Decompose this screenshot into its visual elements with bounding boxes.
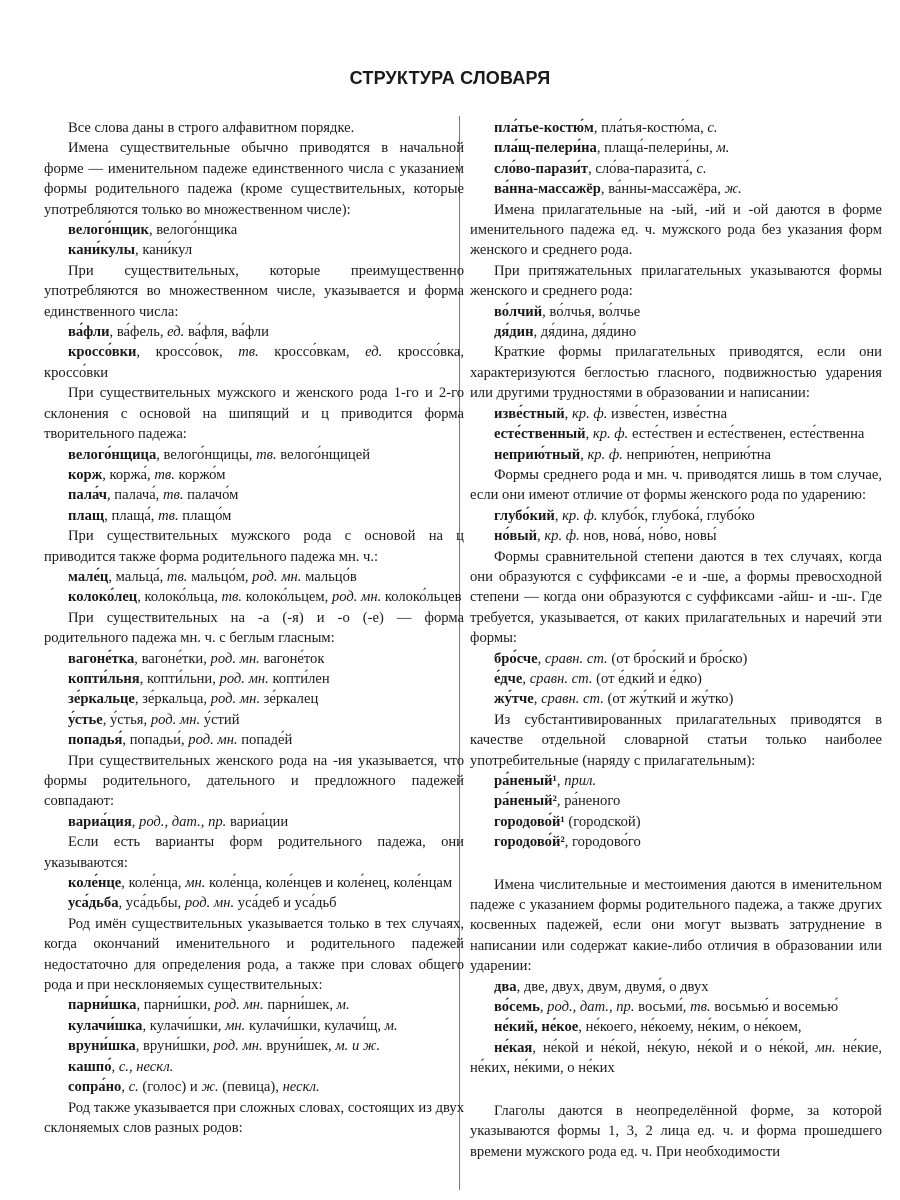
example-entry: сопра́но, с. (голос) и ж. (певица), нескл. bbox=[68, 1079, 320, 1096]
paragraph: При существительных на -а (-я) и -о (-е) — форма родительного падежа мн. ч. с беглым гласным: bbox=[44, 609, 464, 647]
example-entry: дя́дин, дя́дина, дя́дино bbox=[494, 324, 637, 341]
spacer bbox=[470, 853, 882, 875]
example-entry: неприю́тный, кр. ф. неприю́тен, неприю́тна bbox=[494, 446, 772, 463]
page-title: СТРУКТУРА СЛОВАРЯ bbox=[349, 68, 551, 88]
paragraph: При существительных, которые преимущественно употребляются во множественном числе, указывается и форма единственного числа: bbox=[44, 262, 464, 320]
example-entry: бро́сче, сравн. ст. (от бро́ский и бро́ско) bbox=[494, 650, 748, 667]
paragraph: Если есть варианты форм родительного падежа, они указываются: bbox=[44, 834, 464, 871]
example-entry: копти́льня, копти́льни, род. мн. копти́лен bbox=[68, 670, 330, 687]
example-entry: во́семь, род., дат., пр. восьми́, тв. восьмью́ и восемью́ bbox=[494, 999, 839, 1016]
example-entry: кани́кулы, кани́кул bbox=[68, 242, 193, 259]
paragraph: Все слова даны в строго алфавитном порядке. bbox=[68, 120, 355, 136]
example-entry: уса́дьба, уса́дьбы, род. мн. уса́деб и уса́дьб bbox=[68, 895, 337, 912]
right-column bbox=[470, 118, 882, 1162]
example-entry: кулачи́шка, кулачи́шки, мн. кулачи́шки, кулачи́щ, м. bbox=[68, 1017, 398, 1034]
example-entry: ра́неный², ра́неного bbox=[494, 793, 621, 810]
paragraph: Глаголы даются в неопределённой форме, за которой указываются формы 1, 3, 2 лица ед. ч. и форма прошедшего времени мужского рода ед. ч. При необходимости bbox=[470, 1102, 882, 1160]
example-entry: у́стье, у́стья, род. мн. у́стий bbox=[68, 711, 240, 728]
example-entry: велого́нщица, велого́нщицы, тв. велого́нщицей bbox=[68, 446, 371, 463]
example-entry: но́вый, кр. ф. нов, нова́, но́во, новы́ bbox=[494, 528, 717, 545]
paragraph: Имена числительные и местоимения даются в именительном падеже с указанием формы родительного падежа, а также других косвенных падежей, если они могут вызвать затруднение в написании или содержат какие-либо отличия в образовании или ударении: bbox=[470, 876, 882, 975]
example-entry: жу́тче, сравн. ст. (от жу́ткий и жу́тко) bbox=[494, 691, 734, 708]
example-entry: мале́ц, мальца́, тв. мальцо́м, род. мн. мальцо́в bbox=[68, 568, 357, 585]
example-entry: парни́шка, парни́шки, род. мн. парни́шек, м. bbox=[68, 997, 350, 1014]
paragraph: Род имён существительных указывается только в тех случаях, когда окончаний именительного и родительного падежей недостаточно для определения рода, а также при словах общего рода и при несклоняемых существительных: bbox=[44, 915, 464, 994]
paragraph: Род также указывается при сложных словах, состоящих из двух склоняемых слов разных родов: bbox=[44, 1099, 464, 1136]
example-entry: кашпо́, с., нескл. bbox=[68, 1058, 174, 1075]
example-entry: коле́нце, коле́нца, мн. коле́нца, коле́нцев и коле́нец, коле́нцам bbox=[68, 875, 453, 892]
paragraph: При существительных мужского и женского рода 1-го и 2-го склонения с основой на шипящий и ц приводится форма творительного падежа: bbox=[44, 385, 464, 443]
example-entry: не́кий, не́кое, не́коего, не́коему, не́ким, о не́коем, bbox=[494, 1019, 802, 1036]
example-entry: колоко́лец, колоко́льца, тв. колоко́льцем, род. мн. колоко́льцев bbox=[68, 589, 462, 606]
example-entry: кроссо́вки, кроссо́вок, тв. кроссо́вкам, ед. кроссо́вка, кроссо́вки bbox=[44, 344, 464, 381]
example-entry: сло́во-парази́т, сло́ва-паразита́, с. bbox=[494, 160, 707, 177]
example-entry: городово́й¹ (городской) bbox=[494, 813, 641, 830]
paragraph: Краткие формы прилагательных приводятся, если они характеризуются беглостью гласного, подвижностью ударения или другими трудностями в образовании и написании: bbox=[470, 344, 882, 402]
example-entry: городово́й², городово́го bbox=[494, 834, 641, 851]
spacer bbox=[470, 1079, 882, 1101]
example-entry: велого́нщик, велого́нщика bbox=[68, 222, 238, 239]
example-entry: не́кая, не́кой и не́кой, не́кую, не́кой и о не́кой, мн. не́кие, не́ких, не́кими, о не́ких bbox=[470, 1039, 882, 1077]
example-entry: ра́неный¹, прил. bbox=[494, 773, 597, 789]
example-entry: корж, коржа́, тв. коржо́м bbox=[68, 466, 226, 483]
paragraph: Формы среднего рода и мн. ч. приводятся лишь в том случае, если они имеют отличие от формы женского рода по ударению: bbox=[470, 466, 882, 504]
example-entry: вагоне́тка, вагоне́тки, род. мн. вагоне́ток bbox=[68, 650, 325, 667]
paragraph: При притяжательных прилагательных указываются формы женского и среднего рода: bbox=[470, 262, 882, 300]
example-entry: пала́ч, палача́, тв. палачо́м bbox=[68, 487, 239, 504]
example-entry: пла́тье-костю́м, пла́тья-костю́ма, с. bbox=[494, 120, 718, 136]
left-column bbox=[44, 118, 464, 1138]
example-entry: два, две, двух, двум, двумя́, о двух bbox=[494, 978, 709, 995]
example-entry: ва́фли, ва́фель, ед. ва́фля, ва́фли bbox=[68, 324, 269, 341]
example-entry: вруни́шка, вруни́шки, род. мн. вруни́шек, м. и ж. bbox=[68, 1038, 381, 1055]
example-entry: попадья́, попадьи́, род. мн. попаде́й bbox=[68, 732, 293, 749]
example-entry: глубо́кий, кр. ф. клубо́к, глубока́, глубо́ко bbox=[494, 507, 755, 524]
paragraph: Имена прилагательные на -ый, -ий и -ой даются в форме именительного падежа ед. ч. мужского рода без указания форм женского и среднего рода. bbox=[470, 201, 882, 259]
example-entry: есте́ственный, кр. ф. есте́ствен и есте́ственен, есте́ственна bbox=[494, 426, 865, 443]
example-entry: пла́щ-пелери́на, плаща́-пелери́ны, м. bbox=[494, 140, 730, 157]
example-entry: вариа́ция, род., дат., пр. вариа́ции bbox=[68, 813, 289, 830]
example-entry: зе́ркальце, зе́ркальца, род. мн. зе́ркалец bbox=[68, 691, 319, 708]
example-entry: плащ, плаща́, тв. плащо́м bbox=[68, 507, 232, 524]
example-entry: ва́нна-массажёр, ва́нны-массажёра, ж. bbox=[494, 181, 742, 198]
example-entry: во́лчий, во́лчья, во́лчье bbox=[494, 303, 641, 320]
paragraph: При существительных мужского рода с основой на ц приводится также форма родительного падежа мн. ч.: bbox=[44, 528, 464, 565]
example-entry: изве́стный, кр. ф. изве́стен, изве́стна bbox=[494, 405, 728, 422]
paragraph: Формы сравнительной степени даются в тех случаях, когда они образуются с суффиксами -е и -ше, а формы превосходной степени — когда они образуются с суффиксами -айш- и -ш-. Где требуется, указывается, от каких прилагательных и наречий эти формы: bbox=[470, 548, 882, 647]
paragraph: При существительных женского рода на -ия указывается, что формы родительного, дательного и предложного падежей совпадают: bbox=[44, 752, 464, 810]
paragraph: Из субстантивированных прилагательных приводятся в качестве отдельной словарной статьи только наиболее употребительные (наряду с прилагательным): bbox=[470, 711, 882, 769]
paragraph: Имена существительные обычно приводятся в начальной форме — именительном падеже единственного числа с указанием формы родительного падежа (кроме существительных, которые употребляются только во множественном числе): bbox=[44, 140, 464, 218]
example-entry: е́дче, сравн. ст. (от е́дкий и е́дко) bbox=[494, 670, 702, 687]
